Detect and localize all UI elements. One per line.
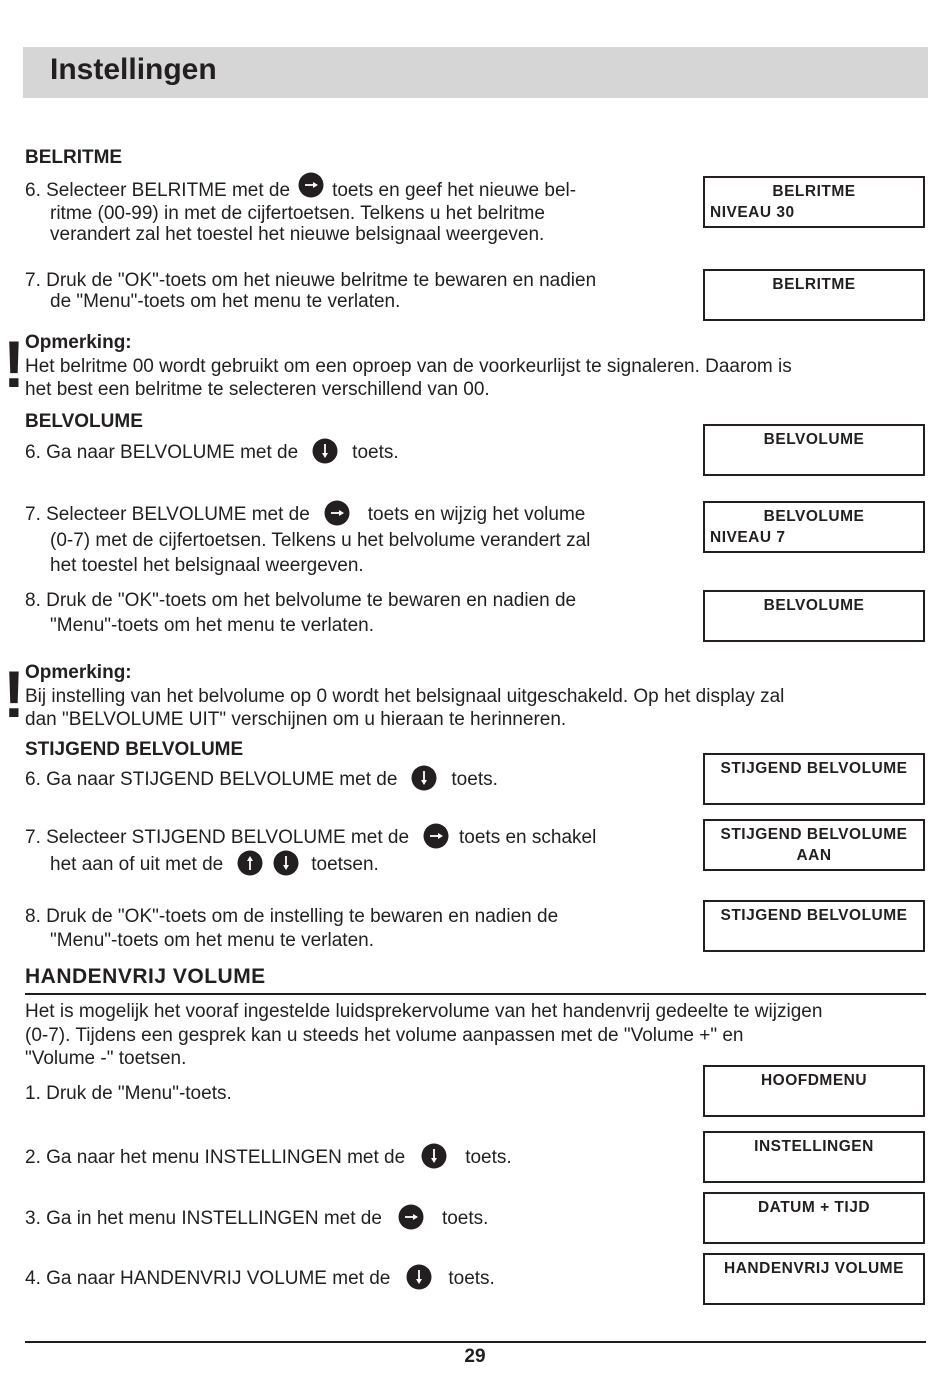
exclamation-icon: ! — [3, 657, 25, 731]
belritme-note: Opmerking: Het belritme 00 wordt gebruikt om een oproep van de voorkeurlijst te signaleren. Daarom is het best een belritme te selecteren verschillend van 00. — [25, 332, 792, 400]
arrow-right-key-icon — [298, 172, 324, 198]
display-belritme-niveau: BELRITME NIVEAU 30 — [703, 176, 925, 228]
belritme-heading: BELRITME — [25, 147, 123, 168]
handenvrij-step3: 3. Ga in het menu INSTELLINGEN met de toets. — [25, 1204, 488, 1231]
display-hoofdmenu: HOOFDMENU — [703, 1065, 925, 1117]
belvolume-step7: 7. Selecteer BELVOLUME met de toets en wijzig het volume (0-7) met de cijfertoetsen. Telkens u het belvolume verandert zal het toestel het belsignaal weergeven. — [25, 500, 690, 579]
display-belritme: BELRITME — [703, 269, 925, 321]
stijgend-step7: 7. Selecteer STIJGEND BELVOLUME met de toets en schakel het aan of uit met de toetsen. — [25, 823, 690, 876]
arrow-down-key-icon — [411, 765, 437, 791]
page-number: 29 — [464, 1346, 486, 1367]
belritme-step7: 7. Druk de "OK"-toets om het nieuwe belritme te bewaren en nadien de "Menu"-toets om het menu te verlaten. — [25, 270, 597, 312]
display-handenvrij-volume: HANDENVRIJ VOLUME — [703, 1253, 925, 1305]
arrow-up-key-icon — [237, 850, 263, 876]
display-datum-tijd: DATUM + TIJD — [703, 1192, 925, 1244]
exclamation-icon: ! — [3, 327, 25, 401]
page-title: Instellingen — [50, 53, 217, 86]
display-stijgend-belvolume: STIJGEND BELVOLUME — [703, 753, 925, 805]
display-stijgend-belvolume-2: STIJGEND BELVOLUME — [703, 900, 925, 952]
handenvrij-step1: 1. Druk de "Menu"-toets. — [25, 1083, 232, 1104]
section-divider — [25, 993, 926, 995]
display-stijgend-aan: STIJGEND BELVOLUME AAN — [703, 819, 925, 871]
belvolume-step8: 8. Druk de "OK"-toets om het belvolume te bewaren en nadien de "Menu"-toets om het menu te verlaten. — [25, 590, 577, 636]
stijgend-heading: STIJGEND BELVOLUME — [25, 739, 244, 760]
display-belvolume: BELVOLUME — [703, 424, 925, 476]
handenvrij-step2: 2. Ga naar het menu INSTELLINGEN met de toets. — [25, 1143, 512, 1170]
footer-divider — [25, 1341, 926, 1343]
handenvrij-step4: 4. Ga naar HANDENVRIJ VOLUME met de toets. — [25, 1264, 495, 1291]
belvolume-note: Opmerking: Bij instelling van het belvolume op 0 wordt het belsignaal uitgeschakeld. Op het display zal dan "BELVOLUME UIT" verschijnen om u hieraan te herinneren. — [25, 662, 785, 730]
stijgend-step8: 8. Druk de "OK"-toets om de instelling te bewaren en nadien de "Menu"-toets om het menu te verlaten. — [25, 906, 559, 951]
display-belvolume-niveau: BELVOLUME NIVEAU 7 — [703, 501, 925, 553]
belritme-step6: 6. Selecteer BELRITME met de toets en geef het nieuwe bel- ritme (00-99) in met de cijfertoetsen. Telkens u het belritme verandert zal het toestel het nieuwe belsignaal weergeven. — [25, 172, 690, 245]
arrow-down-key-icon — [406, 1264, 432, 1290]
belvolume-heading: BELVOLUME — [25, 411, 143, 432]
arrow-right-key-icon — [423, 823, 449, 849]
belvolume-step6: 6. Ga naar BELVOLUME met de toets. — [25, 438, 399, 465]
arrow-down-key-icon — [273, 850, 299, 876]
arrow-right-key-icon — [398, 1204, 424, 1230]
handenvrij-heading: HANDENVRIJ VOLUME — [25, 965, 266, 988]
display-belvolume-2: BELVOLUME — [703, 590, 925, 642]
stijgend-step6: 6. Ga naar STIJGEND BELVOLUME met de toets. — [25, 765, 498, 792]
arrow-down-key-icon — [421, 1143, 447, 1169]
display-instellingen: INSTELLINGEN — [703, 1131, 925, 1183]
arrow-down-key-icon — [312, 438, 338, 464]
arrow-right-key-icon — [324, 500, 350, 526]
handenvrij-intro: Het is mogelijk het vooraf ingestelde luidsprekervolume van het handenvrij gedeelte te wijzigen (0-7). Tijdens een gesprek kan u steeds het volume aanpassen met de "Volume +" en "Volume -" toetsen. — [25, 1001, 823, 1069]
